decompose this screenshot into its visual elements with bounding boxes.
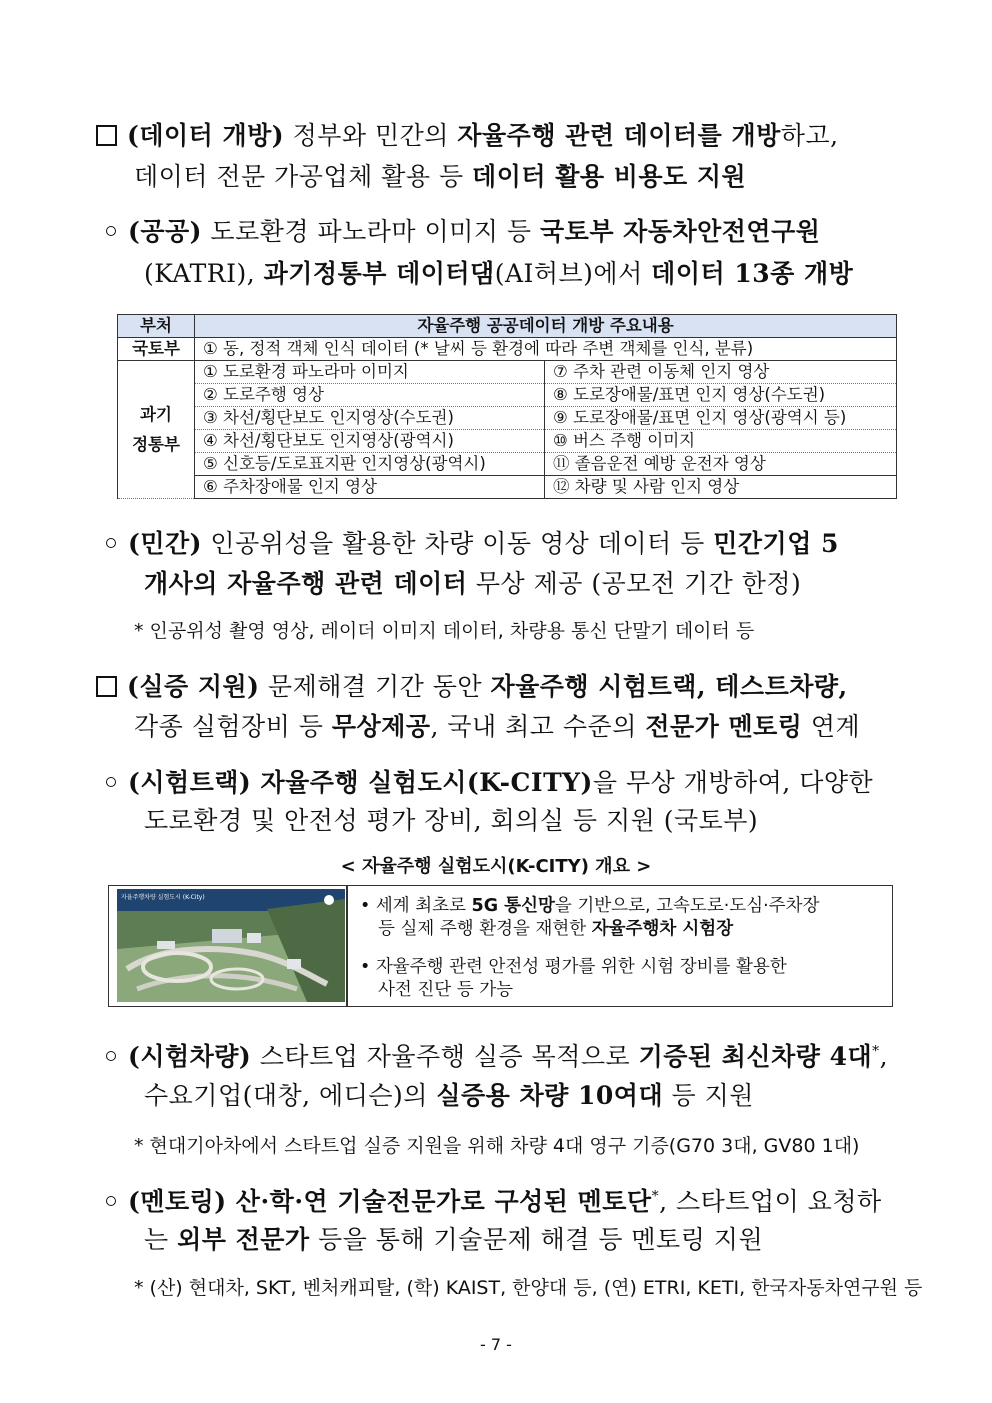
table-cell: ⑤ 신호등/도로표지판 인지영상(광역시) [195, 453, 545, 476]
kcity-image-caption: 자율주행차량 실험도시 (K-City) [121, 894, 205, 901]
public-data-table [117, 314, 897, 499]
table-cell: ③ 차선/횡단보도 인지영상(수도권) [195, 407, 545, 430]
public-line2: (KATRI), 과기정통부 데이터댐(AI허브)에서 데이터 13종 개방 [144, 259, 854, 288]
table-cell: ⑦ 주차 관련 이동체 인지 영상 [545, 361, 897, 384]
table-cell: ⑫ 차량 및 사람 인지 영상 [545, 476, 897, 499]
public-line1: (공공) 도로환경 파노라마 이미지 등 국토부 자동차안전연구원 [106, 212, 820, 248]
kcity-box-divider [346, 885, 348, 1007]
circle-bullet-icon [106, 1196, 116, 1206]
circle-bullet-icon [106, 538, 116, 548]
kcity-aerial-image [117, 889, 345, 1002]
section-data-open-line2: 데이터 전문 가공업체 활용 등 데이터 활용 비용도 지원 [134, 162, 747, 191]
kcity-bullet2-line2: 사전 진단 등 가능 [378, 980, 514, 1000]
kcity-caption: < 자율주행 실험도시(K-CITY) 개요 > [340, 856, 652, 877]
vehicle-line2: 수요기업(대창, 에디슨)의 실증용 차량 10여대 등 지원 [144, 1081, 754, 1110]
section-demo-support-line2: 각종 실험장비 등 무상제공, 국내 최고 수준의 전문가 멘토링 연계 [134, 712, 861, 741]
table-cell: ④ 차선/횡단보도 인지영상(광역시) [195, 430, 545, 453]
table-cell: ② 도로주행 영상 [195, 384, 545, 407]
checkbox-square-icon [96, 676, 117, 697]
private-note: * 인공위성 촬영 영상, 레이더 이미지 데이터, 차량용 통신 단말기 데이터 등 [134, 620, 755, 642]
mentoring-line1: (멘토링) 산·학·연 기술전문가로 구성된 멘토단*, 스타트업이 요청하 [106, 1182, 882, 1218]
kcity-bullet2-line1: • 자율주행 관련 안전성 평가를 위한 시험 장비를 활용한 [360, 957, 787, 977]
table-cell: ① 도로환경 파노라마 이미지 [195, 361, 545, 384]
table-header-dept: 부처 [118, 315, 195, 338]
table-cell: ⑨ 도로장애물/표면 인지 영상(광역시 등) [545, 407, 897, 430]
checkbox-square-icon [96, 125, 117, 146]
table-dept-molit: 국토부 [118, 338, 195, 361]
kcity-bullet1-line2: 등 실제 주행 환경을 재현한 자율주행차 시험장 [378, 919, 734, 939]
mentoring-note: * (산) 현대차, SKT, 벤처캐피탈, (학) KAIST, 한양대 등, (연) ETRI, KETI, 한국자동차연구원 등 [134, 1277, 923, 1299]
circle-bullet-icon [106, 777, 116, 787]
bullet-dot-icon: • [360, 896, 376, 916]
section-demo-support-line1: (실증 지원) 문제해결 기간 동안 자율주행 시험트랙, 테스트차량, [96, 667, 848, 703]
section-data-open-line1: (데이터 개방) 정부와 민간의 자율주행 관련 데이터를 개방하고, [96, 116, 839, 152]
private-line1: (민간) 인공위성을 활용한 차량 이동 영상 데이터 등 민간기업 5 [106, 524, 839, 560]
page-number: - 7 - [480, 1335, 512, 1354]
table-header-content: 자율주행 공공데이터 개방 주요내용 [195, 315, 897, 338]
bullet-dot-icon: • [360, 957, 376, 977]
track-line1: (시험트랙) 자율주행 실험도시(K-CITY)을 무상 개방하여, 다양한 [106, 763, 873, 799]
table-cell: ⑥ 주차장애물 인지 영상 [195, 476, 545, 499]
table-cell: ① 동, 정적 객체 인식 데이터 (* 날씨 등 환경에 따라 주변 객체를 인식, 분류) [195, 338, 897, 361]
circle-bullet-icon [106, 1051, 116, 1061]
table-cell: ⑪ 졸음운전 예방 운전자 영상 [545, 453, 897, 476]
table-cell: ⑧ 도로장애물/표면 인지 영상(수도권) [545, 384, 897, 407]
vehicle-line1: (시험차량) 스타트업 자율주행 실증 목적으로 기증된 최신차량 4대*, [106, 1037, 888, 1073]
circle-bullet-icon [106, 226, 116, 236]
track-line2: 도로환경 및 안전성 평가 장비, 회의실 등 지원 (국토부) [144, 806, 759, 835]
table-cell: ⑩ 버스 주행 이미지 [545, 430, 897, 453]
vehicle-note: * 현대기아차에서 스타트업 실증 지원을 위해 차량 4대 영구 기증(G70 3대, GV80 1대) [134, 1135, 860, 1157]
private-line2: 개사의 자율주행 관련 데이터 무상 제공 (공모전 기간 한정) [144, 569, 802, 598]
kcity-bullet1-line1: • 세계 최초로 5G 통신망을 기반으로, 고속도로·도심·주차장 [360, 896, 820, 916]
table-dept-msit: 과기 정통부 [118, 361, 195, 499]
mentoring-line2: 는 외부 전문가 등을 통해 기술문제 해결 등 멘토링 지원 [144, 1225, 764, 1254]
